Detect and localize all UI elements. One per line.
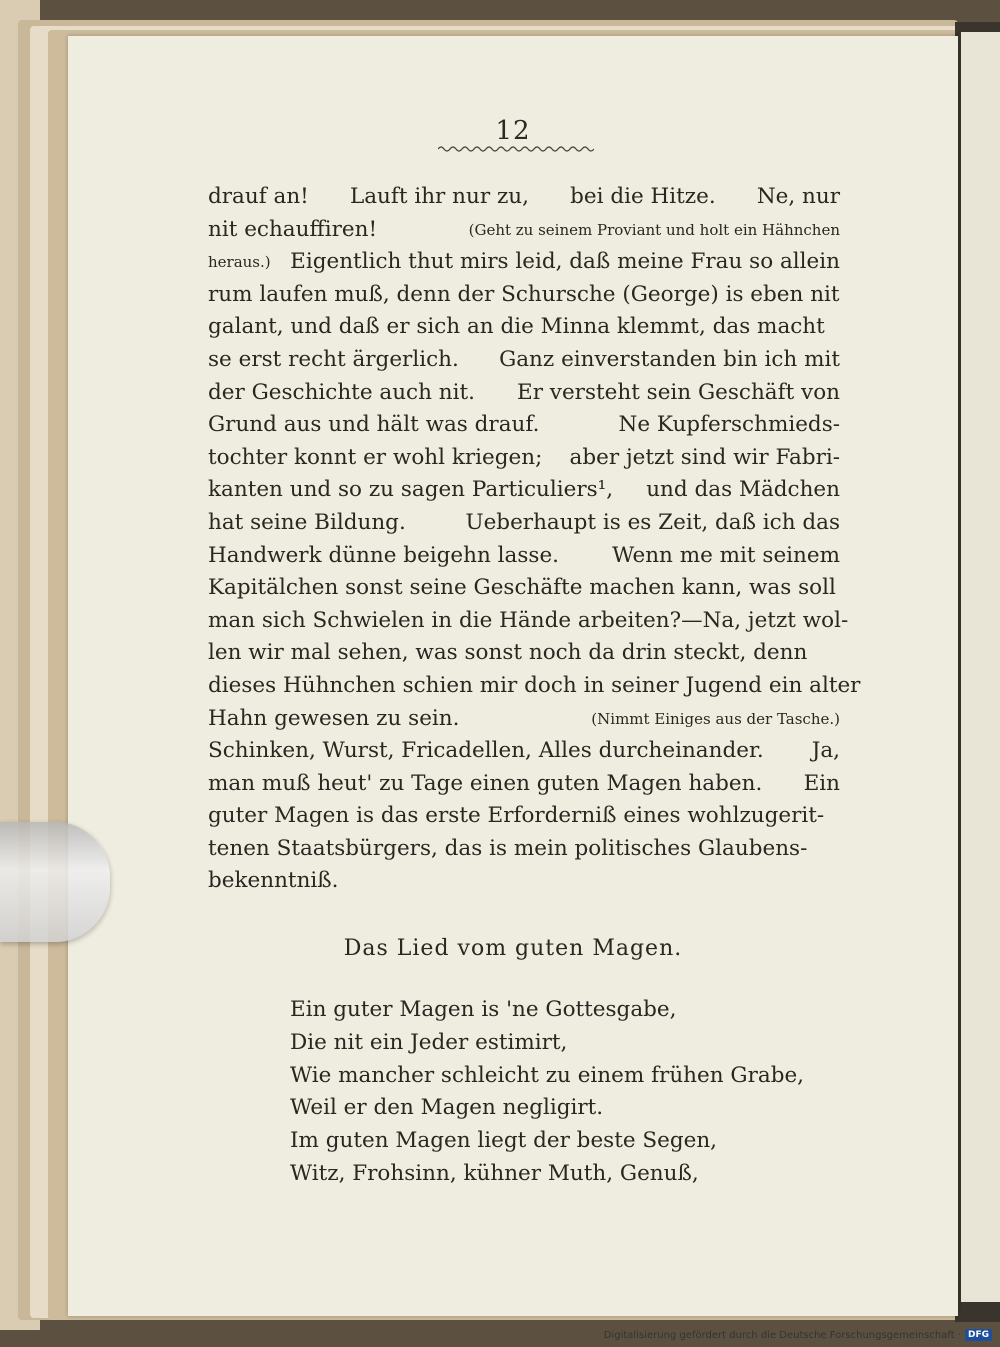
text-segment: Ueberhaupt is es Zeit, daß ich das [465,509,840,535]
text-line [208,474,840,507]
text-segment: man sich Schwielen in die Hände arbeiten?— [208,607,703,633]
book-page [68,36,958,1316]
text-segment: Ein [803,770,840,796]
footer-text: Digitalisierung gefördert durch die Deutsche Forschungsgemeinschaft · [603,1329,961,1341]
text-line [208,800,840,833]
text-line [208,768,840,801]
text-line [208,409,840,442]
text-segment: und das Mädchen [646,477,840,503]
text-segment: rum laufen muß, denn der Schursche (George) is eben nit [208,281,840,307]
text-line [208,214,840,247]
text-segment: Ja, [811,738,840,764]
text-line [208,670,861,703]
footer-credit [604,1325,992,1345]
text-line [208,344,840,377]
text-segment: man muß heut' zu Tage einen guten Magen haben. [208,770,763,796]
text-segment: Grund aus und hält was drauf. [208,412,540,438]
text-segment: guter Magen is das erste Erforderniß eines wohlzugerit- [208,803,825,829]
facing-page-edge [955,22,1000,1322]
text-segment: tenen Staatsbürgers, das is mein politisches Glaubens- [208,835,808,861]
text-segment: Na, jetzt wol- [702,607,849,633]
text-segment: Ne Kupferschmieds- [618,412,840,438]
text-segment: Handwerk dünne beigehn lasse. [208,542,560,568]
text-segment: Wenn me mit seinem [612,542,840,568]
song-verse [290,994,810,1191]
text-line [208,246,840,279]
text-segment: len wir mal sehen, was sonst noch da drin steckt, denn [208,640,808,666]
text-line [208,637,840,670]
text-segment: (Nimmt Einiges aus der Tasche.) [591,709,840,728]
text-segment: hat seine Bildung. [208,509,406,535]
text-line [208,442,840,475]
text-segment: kanten und so zu sagen Particuliers¹, [208,477,614,503]
verse-line: Wie mancher schleicht zu einem frühen Grabe, [290,1062,805,1088]
text-line [208,377,840,410]
text-segment: nit echauffiren! [208,216,378,242]
text-line [208,572,840,605]
verse-line: Ein guter Magen is 'ne Gottesgabe, [290,997,677,1022]
page-number: 12 [495,116,531,146]
text-line [208,865,840,898]
text-line [208,703,840,736]
text-segment: drauf an! [208,184,309,209]
song-title: Das Lied vom guten Magen. [343,936,683,961]
text-line [208,181,840,214]
text-segment: Lauft ihr nur zu, [349,184,529,209]
dfg-logo: DFG [965,1329,992,1341]
text-line [208,279,840,312]
verse-line: Im guten Magen liegt der beste Segen, [290,1128,718,1154]
page-clip [0,822,110,942]
text-segment: Hahn gewesen zu sein. [208,705,460,731]
text-segment: (Geht zu seinem Proviant und holt ein Hähnchen [468,220,840,239]
text-segment: se erst recht ärgerlich. [208,346,459,372]
text-line [208,540,840,573]
text-line [208,735,840,768]
text-segment: dieses Hühnchen schien mir doch in seiner Jugend ein alter [208,672,861,698]
verse-line: Weil er den Magen negligirt. [290,1095,604,1121]
body-text [208,181,861,898]
text-line [208,507,840,540]
text-segment: Ne, nur [756,184,840,209]
text-segment: der Geschichte auch nit. [208,379,475,405]
text-segment: Eigentlich thut mirs leid, daß meine Frau so allein [290,249,840,275]
verse-line: Witz, Frohsinn, kühner Muth, Genuß, [290,1160,699,1186]
text-segment: galant, und daß er sich an die Minna klemmt, das macht [208,314,825,340]
text-line [208,605,849,638]
text-segment: Er versteht sein Geschäft von [517,379,840,405]
text-segment: bekenntniß. [208,868,339,894]
text-segment: Ganz einverstanden bin ich mit [499,346,840,372]
verse-line: Die nit ein Jeder estimirt, [290,1029,568,1055]
text-line [208,833,840,866]
text-segment: Kapitälchen sonst seine Geschäfte machen kann, was soll [208,575,836,601]
text-segment: heraus.) [208,253,271,272]
text-segment: bei die Hitze. [570,184,716,209]
wavy-ornament [438,144,594,154]
text-line [208,311,840,344]
text-segment: tochter konnt er wohl kriegen; [208,444,543,470]
text-segment: aber jetzt sind wir Fabri- [569,444,840,470]
text-segment: Schinken, Wurst, Fricadellen, Alles durcheinander. [208,738,764,764]
